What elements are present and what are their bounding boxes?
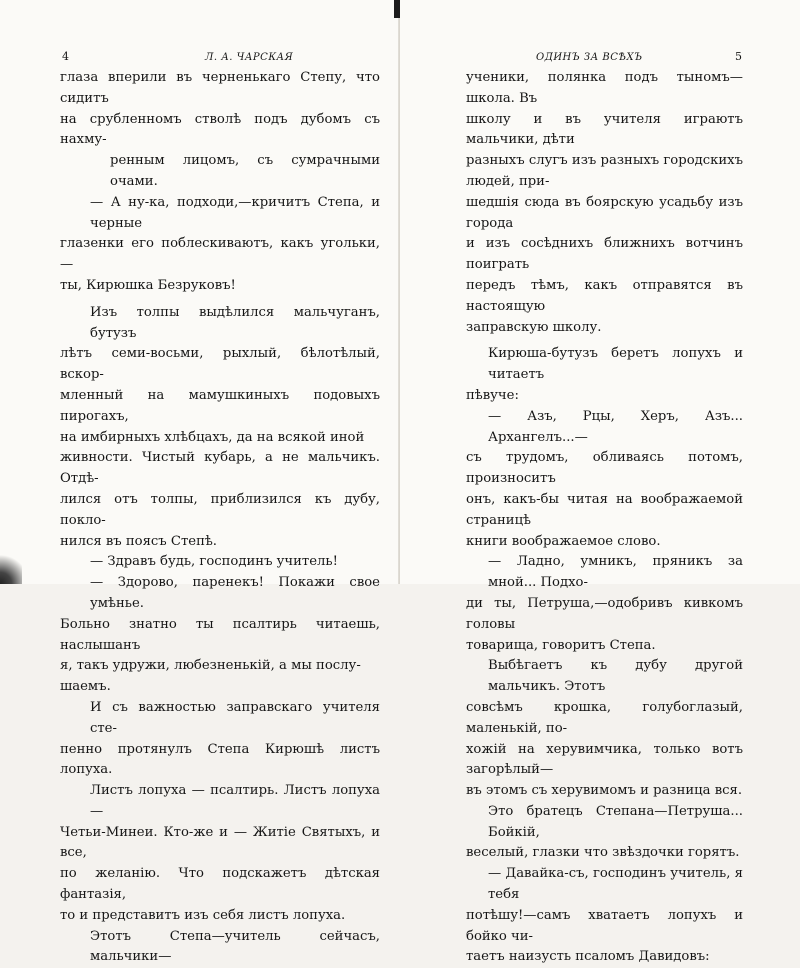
text-line: глазенки его поблескиваютъ, какъ угольки, — [60, 236, 380, 273]
text-line: — Давайка-съ, господинъ учитель, я тебя [488, 866, 743, 903]
text-line: — Азъ, Рцы, Херъ, Азъ... Архангелъ...— [488, 408, 743, 445]
text-line: ренным лицомъ, съ сумрачными очами. [110, 153, 380, 189]
text-line: веселый, глазки что звѣздочки горятъ. [466, 845, 740, 861]
text-line: таетъ наизусть псаломъ Давидовъ: [466, 949, 710, 965]
text-line: — Здравъ будь, господинъ учитель! [90, 554, 338, 570]
text-line: Четьи-Минеи. Кто-же и — Житіе Святыхъ, и все, [60, 824, 380, 861]
text-line: — Ладно, умникъ, пряникъ за мной... Подхо- [488, 554, 743, 591]
text-line: шаемъ. [60, 679, 111, 695]
left-body-text [60, 68, 380, 968]
text-line: — Здорово, паренекъ! Покажи свое умѣнье. [90, 575, 380, 611]
text-line: Больно знатно ты псалтирь читаешь, наслышанъ [60, 616, 380, 653]
text-line: книги воображаемое слово. [466, 533, 661, 549]
text-line: Изъ толпы выдѣлился мальчуганъ, бутузъ [90, 304, 380, 341]
text-line: пѣвуче: [466, 387, 519, 403]
text-line: нился въ поясъ Степѣ. [60, 533, 218, 549]
text-line: товарища, говоритъ Степа. [466, 637, 656, 653]
text-line: то и представитъ изъ себя листъ лопуха. [60, 907, 346, 923]
text-line: на срубленномъ стволѣ подъ дубомъ съ нахму- [60, 111, 380, 148]
text-line: Этотъ Степа—учитель сейчасъ, мальчики— [90, 928, 380, 965]
scan-corner-shadow [0, 552, 22, 584]
text-line: потѣшу!—самъ хватаетъ лопухъ и бойко чи- [466, 907, 743, 944]
text-line: глаза вперили въ черненькаго Степу, что сидитъ [60, 70, 380, 106]
text-line: и изъ сосѣднихъ ближнихъ вотчинъ поиграть [466, 236, 743, 273]
text-line: И съ важностью заправскаго учителя сте- [90, 699, 380, 736]
text-line: разныхъ слугъ изъ разныхъ городскихъ людей, при- [466, 153, 743, 189]
text-line: мленный на мамушкиныхъ подовыхъ пирогахъ, [60, 387, 380, 424]
text-line: хожій на херувимчика, только вотъ загорѣлый— [466, 741, 743, 778]
text-line: школу и въ учителя играютъ мальчики, дѣти [466, 111, 743, 148]
right-running-head: ОДИНЪ ЗА ВСѢХЪ [536, 52, 643, 63]
text-line: заправскую школу. [466, 319, 602, 335]
text-line: лился отъ толпы, приблизился къ дубу, покло- [60, 491, 380, 528]
text-line: Это братецъ Степана—Петруша... Бойкій, [488, 803, 743, 840]
text-line: ты, Кирюшка Безруковъ! [60, 277, 236, 293]
text-line: ученики, полянка подъ тыномъ—школа. Въ [466, 70, 743, 106]
text-line: живности. Чистый кубарь, а не мальчикъ. Отдѣ- [60, 450, 380, 487]
text-line: Кирюша-бутузъ беретъ лопухъ и читаетъ [488, 346, 743, 383]
text-line: по желанію. Что подскажетъ дѣтская фантазія, [60, 866, 380, 903]
right-page-number: 5 [735, 50, 742, 63]
left-page [0, 0, 400, 965]
text-line: совсѣмъ крошка, голубоглазый, маленькій, по- [466, 699, 743, 736]
text-line: пенно протянулъ Степа Кирюшѣ листъ лопуха. [60, 741, 380, 778]
text-line: съ трудомъ, обливаясь потомъ, произноситъ [466, 450, 743, 487]
text-line: лѣтъ семи-восьми, рыхлый, бѣлотѣлый, вскор- [60, 346, 380, 383]
text-line: онъ, какъ-бы читая на воображаемой страницѣ [466, 491, 743, 528]
text-line: я, такъ удружи, любезненькій, а мы послу- [60, 658, 361, 674]
text-line: — А ну-ка, подходи,—кричитъ Степа, и черные [90, 194, 380, 231]
text-line: шедшія сюда въ боярскую усадьбу изъ города [466, 194, 743, 231]
text-line: на имбирныхъ хлѣбцахъ, да на всякой иной [60, 429, 365, 445]
left-page-number: 4 [62, 50, 69, 63]
text-line: передъ тѣмъ, какъ отправятся въ настоящую [466, 277, 743, 314]
right-body-text [466, 68, 743, 968]
text-line: въ этомъ съ херувимомъ и разница вся. [466, 783, 743, 799]
text-line: Листъ лопуха — псалтирь. Листъ лопуха — [90, 783, 380, 819]
text-line: Выбѣгаетъ къ дубу другой мальчикъ. Этотъ [488, 658, 743, 695]
left-running-head: Л. А. ЧАРСКАЯ [205, 52, 294, 63]
text-line: ди ты, Петруша,—одобривъ кивкомъ головы [466, 595, 743, 632]
